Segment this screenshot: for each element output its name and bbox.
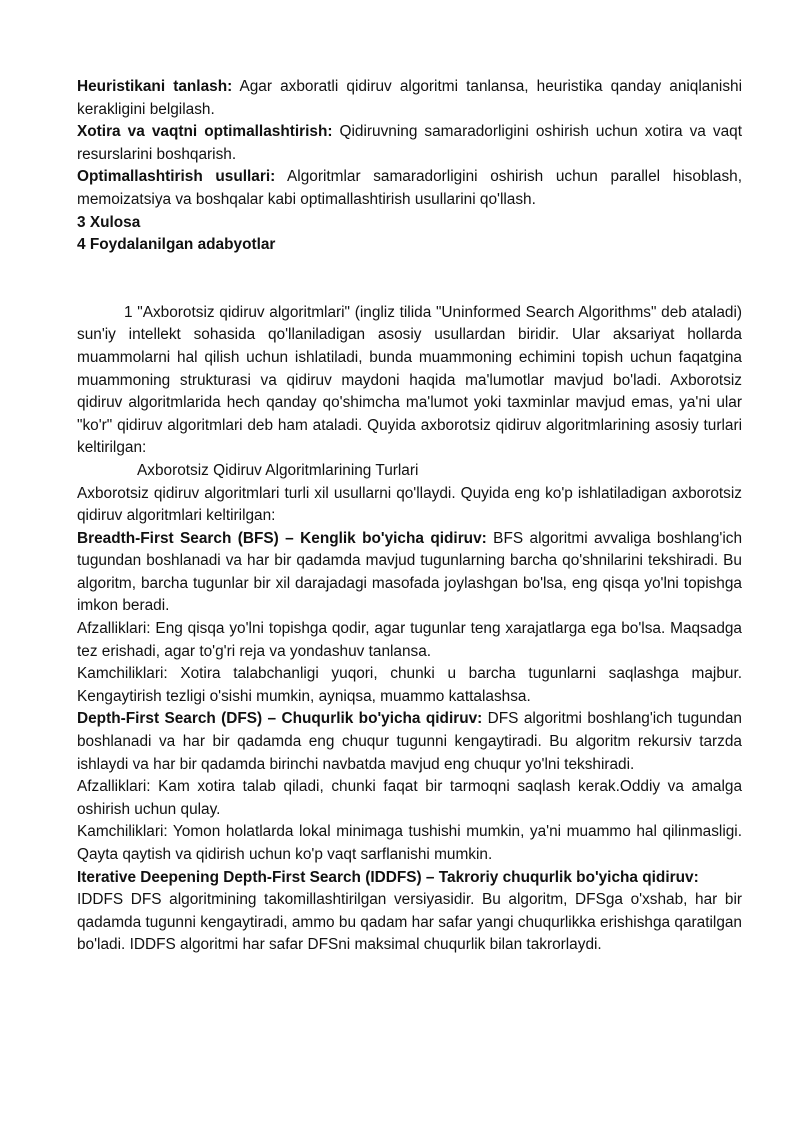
iddfs-heading: Iterative Deepening Depth-First Search (IDDFS) – Takroriy chuqurlik bo'yicha qidiruv: xyxy=(77,868,699,886)
iddfs-heading-paragraph xyxy=(77,867,742,890)
dfs-heading: Depth-First Search (DFS) – Chuqurlik bo'yicha qidiruv: xyxy=(77,710,483,728)
document-page xyxy=(77,76,742,957)
bfs-paragraph xyxy=(77,528,742,618)
toc-item-label: 4 Foydalanilgan adabyotlar xyxy=(77,236,276,254)
section-subtitle: Axborotsiz Qidiruv Algoritmlarining Turlari xyxy=(137,461,419,479)
toc-item-conclusion xyxy=(77,212,742,235)
bfs-heading: Breadth-First Search (BFS) – Kenglik bo'yicha qidiruv: xyxy=(77,529,487,547)
paragraph-heuristics xyxy=(77,76,742,121)
dfs-pros: Afzalliklari: Kam xotira talab qiladi, chunki faqat bir tarmoqni saqlash kerak.Oddiy va amalga oshirish uchun qulay. xyxy=(77,778,742,818)
lead-paragraph: Axborotsiz qidiruv algoritmlari turli xil usullarni qo'llaydi. Quyida eng ko'p ishlatiladigan axborotsiz qidiruv algoritmlari keltirilgan: xyxy=(77,484,742,525)
paragraph-heading: Heuristikani tanlash: xyxy=(77,78,233,95)
dfs-paragraph xyxy=(77,708,742,776)
paragraph-text: Qidiruvning samaradorligini oshirish uchun xotira va vaqt resurslarini boshqarish. xyxy=(77,123,742,163)
iddfs-text: IDDFS DFS algoritmining takomillashtirilgan versiyasidir. Bu algoritm, DFSga o'xshab, har bir qadamda tugunni kengaytiradi, ammo bu qadam har safar yangi chuqurlikka erishishga qaratilgan bo'ladi. IDDFS algoritmi har safar DFSni maksimal chuqurlik bilan takrorlaydi. xyxy=(77,891,742,954)
bfs-text: BFS algoritmi avvaliga boshlang'ich tugundan boshlanadi va har bir qadamda mavjud tugunlarning barcha qo'shnilarini tekshiradi. Bu algoritm, barcha tugunlar bir xil darajadagi masofada joylashgan bo'lsa, eng qisqa yo'lni topishga imkon beradi. xyxy=(77,529,743,615)
dfs-cons: Kamchiliklari: Yomon holatlarda lokal minimaga tushishi mumkin, ya'ni muammo hal qilinmasligi. Qayta qaytish va qidirish uchun ko'p vaqt sarflanishi mumkin. xyxy=(77,823,742,863)
paragraph-heading: Xotira va vaqtni optimallashtirish: xyxy=(77,123,333,141)
paragraph-text: Agar axboratli qidiruv algoritmi tanlansa, heuristika qanday aniqlanishi kerakligini belgilash. xyxy=(77,78,742,118)
intro-paragraph: 1 "Axborotsiz qidiruv algoritmlari" (ingliz tilida "Uninformed Search Algorithms" deb ataladi) sun'iy intellekt sohasida qo'llaniladigan asosiy usullardan biridir. Ular aksariyat hollarda muammolarni hal qilish uchun ishlatiladi, bunda muammoning echimini topish uchun faqatgina muammoning strukturasi va qidiruv maydoni haqida ma'lumotlar mavjud bo'ladi. Axborotsiz qidiruv algoritmlarida hech qanday qo'shimcha ma'lumot yoki taxminlar mavjud emas, ya'ni ular "ko'r" qidiruv algoritmlari deb ham ataladi. Quyida axborotsiz qidiruv algoritmlarining asosiy turlari keltirilgan: xyxy=(77,303,742,457)
paragraph-text: Algoritmlar samaradorligini oshirish uchun parallel hisoblash, memoizatsiya va boshqalar kabi optimallashtirish usullarini qo'llash. xyxy=(77,168,743,208)
spacer xyxy=(77,257,742,302)
bfs-cons: Kamchiliklari: Xotira talabchanligi yuqori, chunki u barcha tugunlarni saqlashga majbur. Kengaytirish tezligi o'sishi mumkin, ayniqsa, muammo kattalashsa. xyxy=(77,665,742,705)
toc-item-references xyxy=(77,234,742,257)
paragraph-heading: Optimallashtirish usullari: xyxy=(77,168,276,186)
paragraph-memory-time xyxy=(77,121,742,166)
toc-item-label: 3 Xulosa xyxy=(77,213,141,231)
bfs-pros: Afzalliklari: Eng qisqa yo'lni topishga qodir, agar tugunlar teng xarajatlarga ega bo'lsa. Maqsadga tez erishadi, agar to'g'ri reja va yondashuv tanlansa. xyxy=(77,620,742,660)
dfs-text: DFS algoritmi boshlang'ich tugundan boshlanadi va har bir qadamda eng chuqur tugunni kengaytiradi. Bu algoritm rekursiv tarzda ishlaydi va har bir qadamda birinchi navbatda mavjud eng chuqur yo'lni tekshiradi. xyxy=(77,710,742,773)
paragraph-optimization xyxy=(77,166,742,211)
